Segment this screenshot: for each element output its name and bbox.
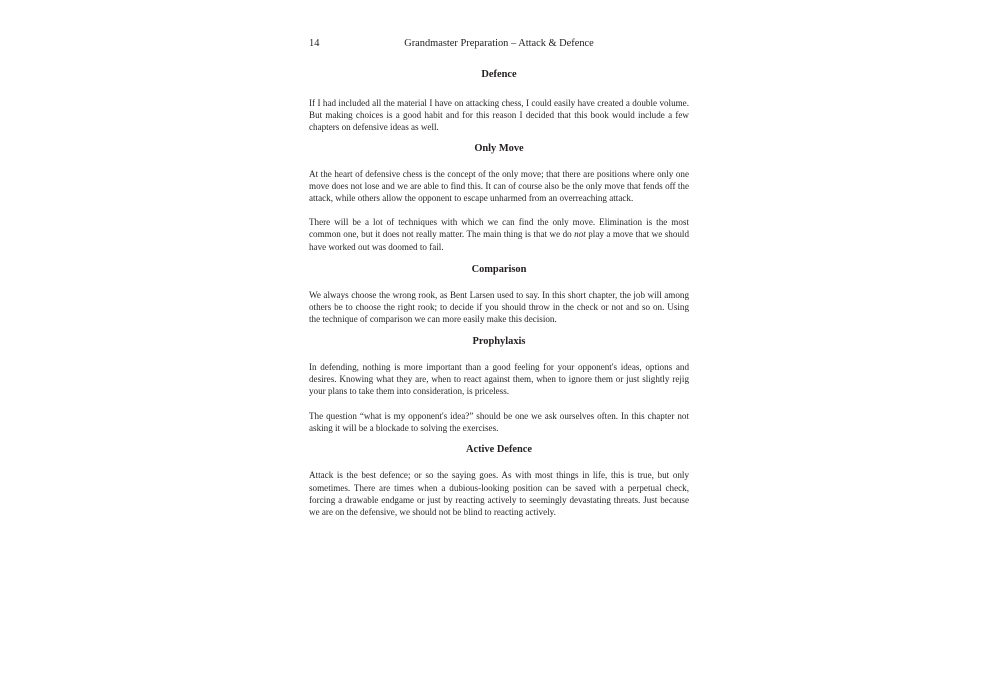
emphasis-not: not xyxy=(574,229,586,240)
paragraph-comparison: We always choose the wrong rook, as Bent Larsen used to say. In this short chapter, the job will among others be to choose the right rook; to decide if you should throw in the check or not and so on. Using the technique of comparison we can more easily make this decision. xyxy=(309,289,689,325)
section-heading-only-move: Only Move xyxy=(474,143,524,155)
paragraph-prophylaxis-1: In defending, nothing is more important than a good feeling for your opponent's ideas, options and desires. Knowing what they are, when to react against them, when to ignore them or just slightly rejig your plans to take them into consideration, is priceless. xyxy=(309,361,689,397)
running-head xyxy=(309,37,689,51)
page-body xyxy=(309,68,689,518)
running-title: Grandmaster Preparation – Attack & Defence xyxy=(404,38,594,49)
paragraph-only-move-1: At the heart of defensive chess is the concept of the only move; that there are positions where only one move does not lose and we are able to find this. It can of course also be the only move that fends off the attack, while others allow the opponent to escape unharmed from an overreaching attack. xyxy=(309,168,689,204)
paragraph-text: play a move that we should have worked out was doomed to fail. xyxy=(309,229,689,252)
section-heading-defence: Defence xyxy=(481,69,517,80)
paragraph-only-move-2 xyxy=(309,216,689,253)
paragraph-text: There will be a lot of techniques with which we can find the only move. Elimination is the most common one, but it does not really matter. The main thing is that we do xyxy=(309,217,689,240)
paragraph-prophylaxis-2: The question “what is my opponent's idea?” should be one we ask ourselves often. In this chapter not asking it will be a blockade to solving the exercises. xyxy=(309,410,689,433)
section-heading-active-defence: Active Defence xyxy=(465,444,533,456)
paragraph-active-defence: Attack is the best defence; or so the saying goes. As with most things in life, this is true, but only sometimes. There are times when a dubious-looking position can be saved with a perpetual check, forcing a drawable endgame or just by reacting actively to seemingly devastating threats. Just because we are on the defensive, we should not be blind to reacting actively. xyxy=(309,470,689,518)
section-heading-prophylaxis: Prophylaxis xyxy=(472,335,526,347)
page-number: 14 xyxy=(309,38,320,49)
section-heading-comparison: Comparison xyxy=(471,263,527,275)
paragraph-defence: If I had included all the material I have on attacking chess, I could easily have created a double volume. But making choices is a good habit and for this reason I decided that this book would include a few chapters on defensive ideas as well. xyxy=(309,97,689,132)
